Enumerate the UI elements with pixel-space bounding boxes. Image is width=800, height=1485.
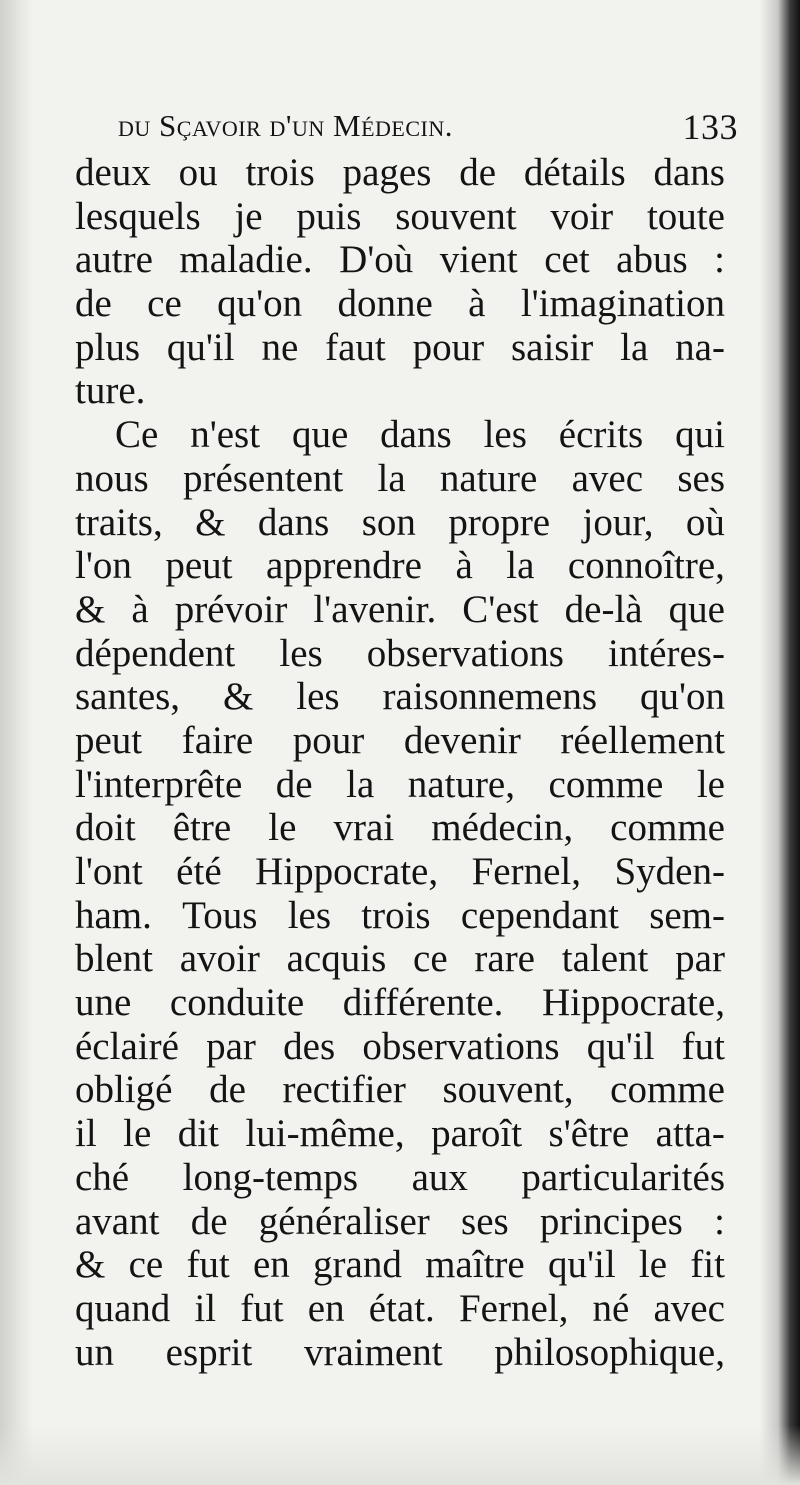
page-number: 133 bbox=[682, 107, 738, 147]
text-line: ture. bbox=[75, 369, 146, 413]
text-line: il le dit lui-même, paroît s'être atta- bbox=[75, 1112, 725, 1156]
text-line: peut faire pour devenir réellement bbox=[75, 718, 725, 762]
text-line: doit être le vrai médecin, comme bbox=[75, 806, 725, 850]
text-line: obligé de rectifier souvent, comme bbox=[75, 1068, 725, 1112]
body-text bbox=[75, 151, 725, 1374]
text-line: plus qu'il ne faut pour saisir la na- bbox=[75, 325, 725, 369]
text-line: dépendent les observations intéres- bbox=[75, 631, 725, 675]
page-right-shadow bbox=[760, 0, 800, 1485]
text-line: un esprit vraiment philosophique, bbox=[75, 1330, 725, 1374]
text-line: l'ont été Hippocrate, Fernel, Syden- bbox=[75, 850, 725, 893]
running-title: du Sçavoir d'un Médecin. bbox=[118, 108, 453, 143]
text-line: Ce n'est que dans les écrits qui bbox=[115, 413, 725, 457]
page-left-shadow bbox=[0, 0, 34, 1485]
text-line: santes, & les raisonnemens qu'on bbox=[75, 675, 725, 719]
text-line: éclairé par des observations qu'il fut bbox=[75, 1024, 725, 1068]
text-line: autre maladie. D'où vient cet abus : bbox=[75, 238, 725, 282]
text-line: une conduite différente. Hippocrate, bbox=[75, 981, 725, 1025]
text-line: deux ou trois pages de détails dans bbox=[75, 151, 725, 194]
page-bottom-shadow bbox=[0, 1425, 800, 1485]
text-line: ché long-temps aux particularités bbox=[75, 1155, 725, 1199]
text-line: & ce fut en grand maître qu'il le fit bbox=[75, 1243, 725, 1287]
text-line: l'on peut apprendre à la connoître, bbox=[75, 544, 725, 588]
text-line: nous présentent la nature avec ses bbox=[75, 456, 725, 500]
text-line: traits, & dans son propre jour, où bbox=[75, 500, 725, 544]
text-line: & à prévoir l'avenir. C'est de-là que bbox=[75, 587, 725, 631]
text-line: ham. Tous les trois cependant sem- bbox=[75, 893, 725, 937]
text-line: avant de généraliser ses principes : bbox=[75, 1199, 725, 1243]
text-line: lesquels je puis souvent voir toute bbox=[75, 194, 725, 238]
text-line: de ce qu'on donne à l'imagination bbox=[75, 282, 725, 326]
text-line: l'interprête de la nature, comme le bbox=[75, 762, 725, 806]
text-line: blent avoir acquis ce rare talent par bbox=[75, 937, 725, 981]
text-line: quand il fut en état. Fernel, né avec bbox=[75, 1286, 725, 1330]
running-header bbox=[118, 107, 738, 147]
